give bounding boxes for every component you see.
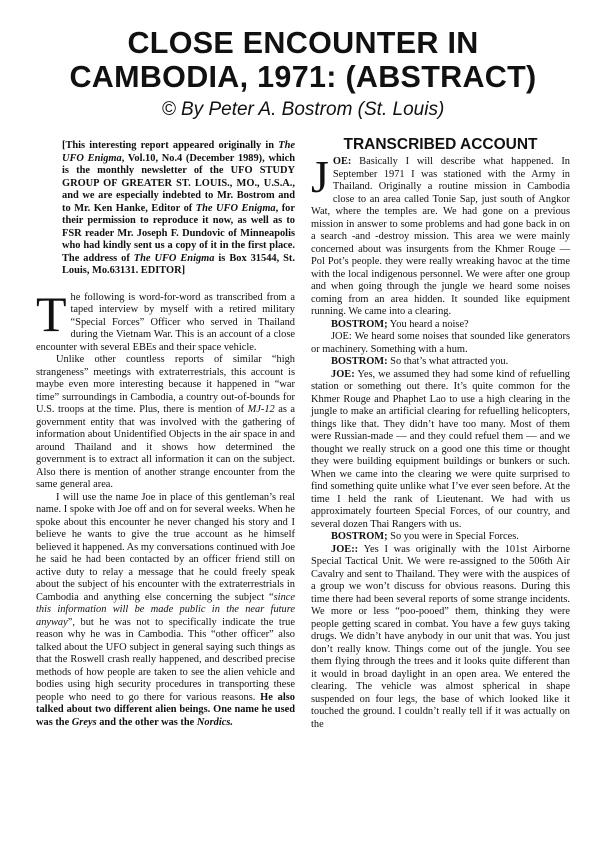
emphasis-text: MJ-12 <box>247 404 275 415</box>
publication-name: The UFO Enigma <box>62 140 295 164</box>
bold-text: He also talked about two different alien beings. One name he used was the <box>36 691 295 728</box>
transcript-text: You heard a noise? <box>387 318 469 330</box>
drop-cap: J <box>311 151 329 202</box>
alien-name-greys: Greys <box>71 716 97 728</box>
article-byline: © By Peter A. Bostrom (St. Louis) <box>161 99 445 120</box>
speaker-label: OE: <box>332 156 352 167</box>
transcript-text: Yes, we assumed they had some kind of refuelling station or something out there. It’s quite common for the Khmer Rouge and Phaphet Lao to use a high clearing in the jungle to make an artificial clearing for refuelling helicopters, things like that. They didn’t have too many. Most of them were Russian-made — and they could refuel them — and we thought we really struck on a good one this time or thought they were building equipment buildings or bunkers or such. When we came into the clearing we were quite surprised to find something quite unlike what I’ve ever seen before. At the time I held the rank of Lieutenant. We had with us approximately fourteen Special Forces, of our country, and several dozen Thai Rangers with us. <box>311 368 570 530</box>
editor-note-text: is Box 31544, St. Louis, Mo.63131. EDITOR] <box>62 252 295 276</box>
paragraph-text: as a government entity that was involved with the gathering of information about Unidentified Objects in the air space in and around Thailand and it shows how determined the government is to extract all information it can on the subject. Also there is mention of another strange encounter from the same general area. <box>36 404 295 490</box>
transcript-paragraph <box>311 531 570 544</box>
transcript-text: Yes I was originally with the 101st Airborne Special Tactical Unit. We were re-assigned to the 506th Air Cavalry and sent to Thailand. They were with the auspices of a group we won’t discuss for obvious reasons. During this time there had been several reports of some strange incidents. We more or less “poo-pooed” them, thinking they were people getting scared in combat. You have a few guys taking drugs. We didn’t have anybody in our unit that was. You just don’t really know. Things come out of the jungle. You see them flying through the trees and it looks quite different than it would in broad daylight in an open area. We entered the clearing. The vehicle was almost spherical in shape suspended on four legs, the base of which looked like it touched the ground. I couldn’t really tell if it was actually on the <box>311 543 570 730</box>
transcript-paragraph <box>311 544 570 732</box>
speaker-label: JOE:: <box>331 543 359 555</box>
transcript-paragraph <box>311 369 570 532</box>
speaker-label: JOE: <box>331 368 355 380</box>
body-paragraph <box>36 492 295 730</box>
right-column <box>311 136 570 731</box>
alien-name-nordics: Nordics. <box>196 716 233 728</box>
transcript-text: So you were in Special Forces. <box>387 531 519 542</box>
publication-name: The UFO Enigma <box>195 202 276 214</box>
transcript-paragraph <box>311 151 570 319</box>
paragraph-text: Unlike other countless reports of similar “high strangeness” meetings with extraterrestrials, this account is maybe even more interesting because it happened in “war time” surroundings in Cambodia, a country out-of-bounds for U.S. troops at the time. Plus, there is mention of <box>36 354 295 415</box>
intro-paragraph <box>36 285 295 355</box>
paragraph-text: he following is word-for-word as transcribed from a taped interview by myself with a retired military “Special Forces” Officer who served in Thailand during the Vietnam War. This is an account of a close encounter with several EBEs and their space vehicle. <box>36 291 295 353</box>
drop-cap: T <box>36 285 67 342</box>
transcript-paragraph <box>311 356 570 369</box>
paragraph-text: I will use the name Joe in place of this gentleman’s real name. I spoke with Joe off and on for several weeks. When he spoke about this encounter he never changed his story and I believe he wants to give the true account as he himself believed it happened. As my conversations continued with Joe he said he had been contacted by an officer friend still on active duty to relay a message that he could freely speak about the subject of his encounter with the extraterrestrials in Cambodia and anything else concerning the subject “ <box>36 491 295 603</box>
article-title: CLOSE ENCOUNTER IN CAMBODIA, 1971: (ABSTRACT) <box>69 26 537 94</box>
publication-name: The UFO Enigma <box>133 252 215 264</box>
editor-note-text: [This interesting report appeared originally in <box>62 140 279 151</box>
editor-note-text: , for their permission to reproduce it now, as well as to FSR reader Mr. Joseph F. Dundovic of Minneapolis who had kindly sent us a copy of it in the first place. The address of <box>62 202 295 264</box>
paragraph-text: ”, but he was not to specifically indicate the true reason why he was in Cambodia. This “other officer” also talked about the UFO subject in general saying such things as that the Roswell crash really happened, and described precise methods of how people are taken to see the alien vehicle and bodies using high security procedures in transporting these people who need to go there for various reasons. <box>36 616 295 703</box>
quoted-text: since this information will be made public in the near future anyway <box>36 591 295 628</box>
article-columns <box>36 136 570 731</box>
transcript-paragraph <box>311 331 570 356</box>
transcript-paragraph <box>311 319 570 332</box>
body-paragraph <box>36 354 295 492</box>
speaker-label: BOSTROM; <box>331 531 388 542</box>
section-heading: TRANSCRIBED ACCOUNT <box>343 136 538 153</box>
left-column <box>36 140 295 731</box>
editor-note-text: , Vol.10, No.4 (December 1989), which is the monthly newsletter of the UFO STUDY GROUP OF GREATER ST. LOUIS., MO., U.S.A., and we are especially indebted to Mr. Bostrom and to Mr. Ken Hanke, Editor of <box>62 152 296 214</box>
speaker-label: JOE: <box>331 331 352 342</box>
bold-text: and the other was the <box>96 716 197 728</box>
transcript-text: Basically I will describe what happened. In September 1971 I was stationed with the Army in Thailand. Originally a routine mission in Cambodia close to an area called Tonie Sap, just south of Angkor Wat, where the temples are. We had gone on a previous mission in answer to some problems and had gone back in on a search -and -destroy mission. This area we were mainly concerned about was insurgents from the Khmer Rouge — Pol Pot’s people. they were really wreaking havoc at the time with the local indigenous personnel. We were after one group and when going through the jungle we heard some noises coming from an area hidden. It sounded like equipment running. We came into a clearing. <box>311 156 570 317</box>
editor-note <box>36 140 295 278</box>
speaker-label: BOSTROM; <box>331 318 388 330</box>
transcript-text: We heard some noises that sounded like generators or machinery. Something with a hum. <box>311 331 570 355</box>
speaker-label: BOSTROM: <box>331 356 388 367</box>
transcript-text: So that’s what attracted you. <box>387 356 509 367</box>
